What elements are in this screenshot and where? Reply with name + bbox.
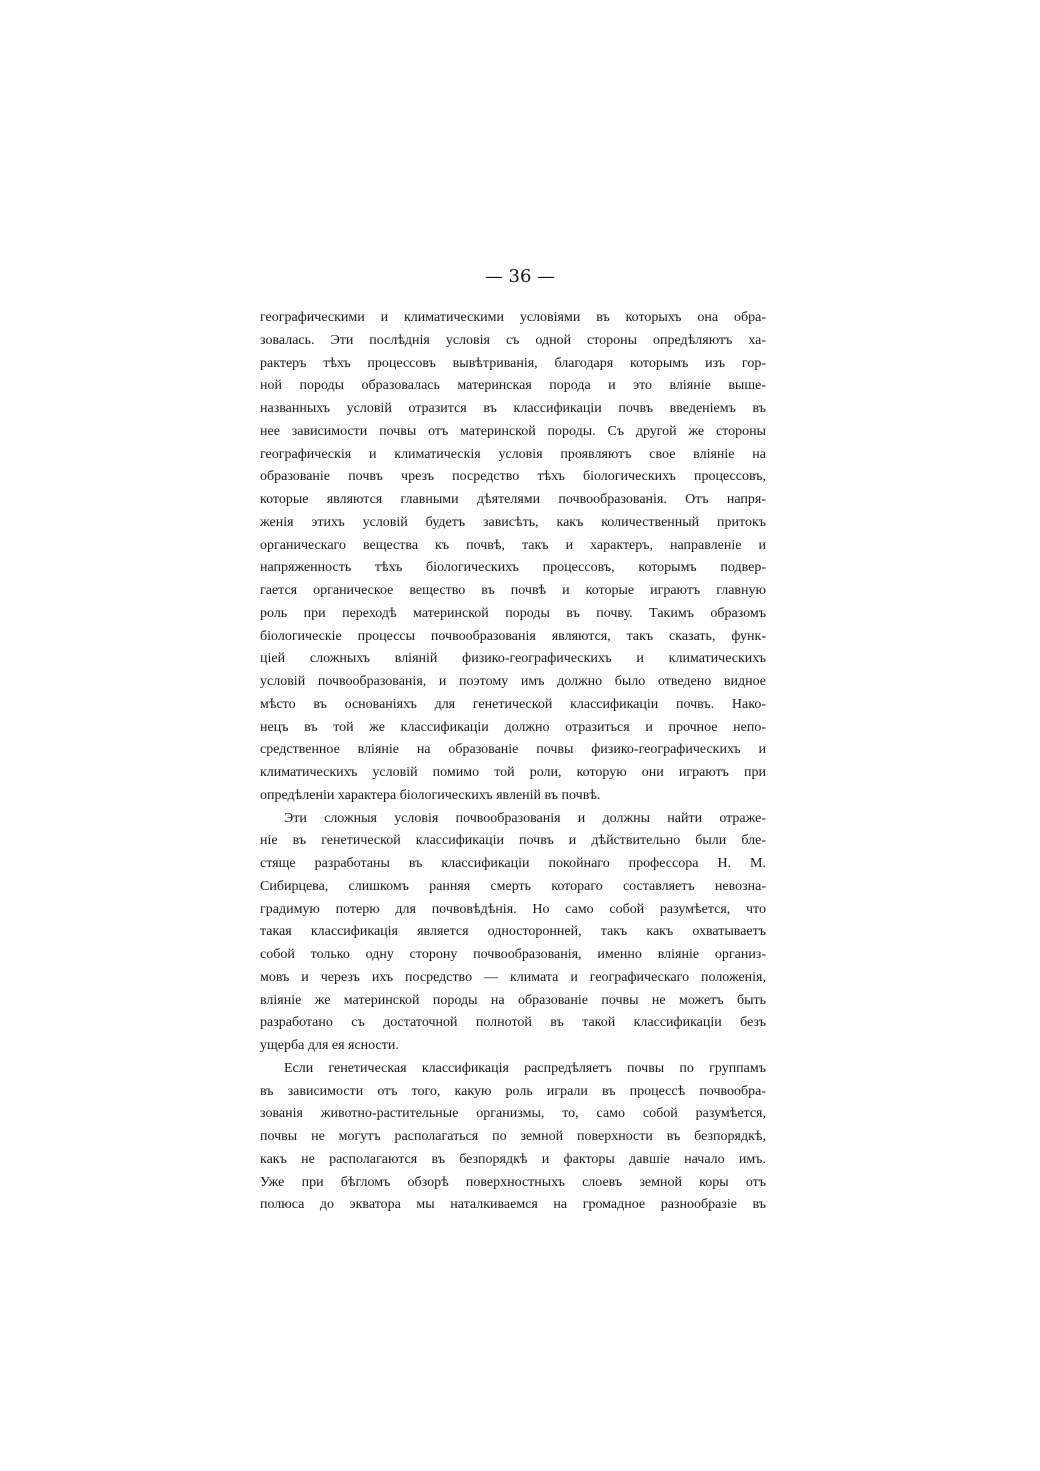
text-line: ной породы образовалась материнская порода и это вліяніе выше- <box>260 378 766 394</box>
text-line: нее зависимости почвы отъ материнской породы. Съ другой же стороны <box>260 423 766 439</box>
text-line: зованія животно-растительные организмы, то, само собой разумѣется, <box>260 1106 766 1122</box>
text-line: женія этихъ условій будетъ зависѣть, какъ количественный притокъ <box>260 514 766 530</box>
text-line: Если генетическая классификація распредѣляетъ почвы по группамъ <box>284 1060 766 1076</box>
text-line: вліяніе же материнской породы на образованіе почвы не можетъ быть <box>260 992 766 1008</box>
text-line: рактеръ тѣхъ процессовъ вывѣтриванія, благодаря которымъ изъ гор- <box>260 355 766 371</box>
text-line: такая классификація является односторонней, такъ какъ охватываетъ <box>260 924 766 940</box>
text-line: напряженность тѣхъ біологическихъ процессовъ, которымъ подвер- <box>260 560 766 576</box>
text-line: нецъ въ той же классификаціи должно отразиться и прочное непо- <box>260 719 766 735</box>
text-line: біологическіе процессы почвообразованія являются, такъ сказать, функ- <box>260 628 766 644</box>
text-line: Эти сложныя условія почвообразованія и должны найти отраже- <box>284 810 766 826</box>
text-line: ніе въ генетической классификаціи почвъ и дѣйствительно были бле- <box>260 833 766 849</box>
text-line: опредѣленіи характера біологическихъ явленій въ почвѣ. <box>260 787 601 803</box>
page-number: — 36 — <box>484 266 556 287</box>
text-line: зовалась. Эти послѣднія условія съ одной стороны опредѣляютъ ха- <box>260 332 766 348</box>
body-text <box>260 307 766 1217</box>
text-line: роль при переходѣ материнской породы въ почву. Такимъ образомъ <box>260 605 766 621</box>
text-line: которые являются главными дѣятелями почвообразованія. Отъ напря- <box>260 492 766 507</box>
text-line: какъ не располагаются въ безпорядкѣ и факторы давшіе начало имъ. <box>260 1151 766 1167</box>
text-line: географическими и климатическими условіями въ которыхъ она обра- <box>260 310 766 325</box>
text-line: средственное вліяніе на образованіе почвы физико-географическихъ и <box>260 742 766 758</box>
text-line: почвы не могутъ располагаться по земной поверхности въ безпорядкѣ, <box>260 1129 766 1144</box>
text-line: гается органическое вещество въ почвѣ и которые играютъ главную <box>260 583 766 598</box>
paragraph-3 <box>260 1058 766 1217</box>
text-line: Уже при бѣгломъ обзорѣ поверхностныхъ слоевъ земной коры отъ <box>260 1174 766 1190</box>
text-line: органическаго вещества къ почвѣ, такъ и характеръ, направленіе и <box>260 537 766 553</box>
text-line: градимую потерю для почвовѣдѣнія. Но само собой разумѣется, что <box>260 901 766 917</box>
text-line: ціей сложныхъ вліяній физико-географическихъ и климатическихъ <box>260 651 766 667</box>
text-line: образованіе почвъ чрезъ посредство тѣхъ біологическихъ процессовъ, <box>260 469 766 485</box>
text-line: стяще разработаны въ классификаціи покойнаго профессора Н. М. <box>260 856 766 871</box>
text-line: географическія и климатическія условія проявляютъ свое вліяніе на <box>260 446 766 462</box>
text-line: въ зависимости отъ того, какую роль играли въ процессѣ почвообра- <box>260 1083 766 1099</box>
text-line: мовъ и черезъ ихъ посредство — климата и географическаго положенія, <box>260 969 766 985</box>
text-line: названныхъ условій отразится въ классификаціи почвъ введеніемъ въ <box>260 401 766 416</box>
text-line: Сибирцева, слишкомъ ранняя смерть котораго составляетъ невозна- <box>260 878 766 894</box>
paragraph-1 <box>260 307 766 808</box>
text-line: условій почвообразованія, и поэтому имъ должно было отведено видное <box>260 674 766 689</box>
text-line: климатическихъ условій помимо той роли, которую они играютъ при <box>260 765 766 780</box>
text-line: ущерба для ея ясности. <box>260 1038 399 1053</box>
text-line: собой только одну сторону почвообразованія, именно вліяніе организ- <box>260 947 766 962</box>
paragraph-2 <box>260 808 766 1058</box>
text-line: разработано съ достаточной полнотой въ такой классификаціи безъ <box>260 1015 766 1031</box>
text-line: полюса до экватора мы наталкиваемся на громадное разнообразіе въ <box>260 1197 766 1213</box>
text-line: мѣсто въ основаніяхъ для генетической классификаціи почвъ. Нако- <box>260 696 766 712</box>
